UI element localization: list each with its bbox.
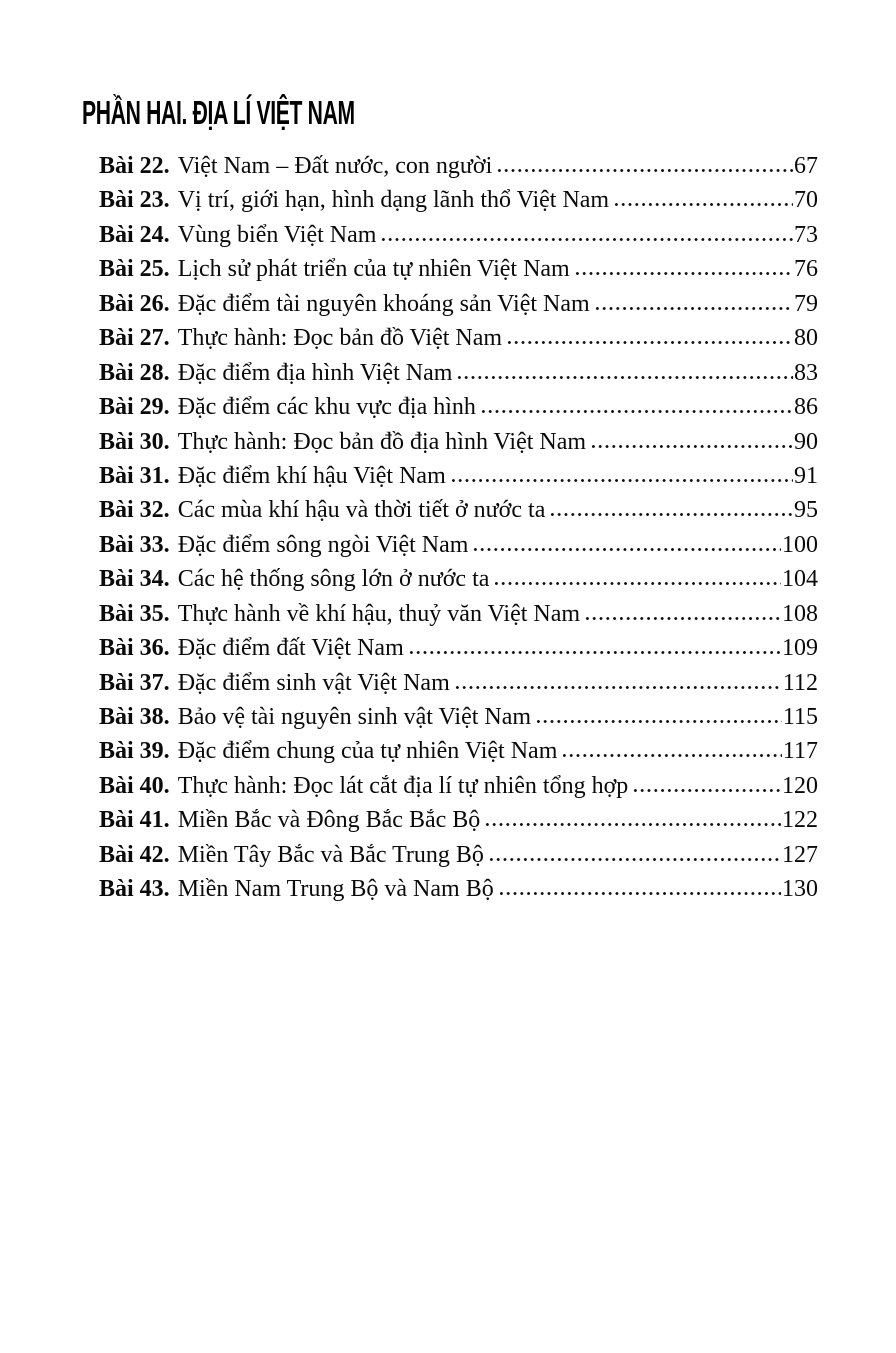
dot-leader	[590, 444, 793, 449]
dot-leader	[380, 237, 793, 242]
entry-title: Các hệ thống sông lớn ở nước ta	[177, 566, 490, 593]
entry-label: Bài 32.	[99, 497, 170, 524]
toc-entry	[99, 390, 818, 424]
toc-entry	[99, 183, 818, 217]
entry-title: Các mùa khí hậu và thời tiết ở nước ta	[177, 497, 546, 524]
entry-label: Bài 29.	[99, 394, 170, 421]
entry-page-number: 76	[794, 256, 818, 283]
entry-page-number: 115	[782, 704, 818, 730]
entry-page-number: 73	[794, 221, 818, 248]
dot-leader	[480, 409, 793, 414]
entry-page-number: 100	[782, 531, 818, 558]
entry-label: Bài 27.	[99, 325, 170, 352]
dot-leader	[613, 202, 793, 207]
entry-title: Việt Nam – Đất nước, con người	[177, 153, 493, 179]
dot-leader	[493, 581, 781, 586]
entry-label: Bài 31.	[99, 462, 170, 489]
entry-page-number: 112	[782, 669, 818, 696]
dot-leader	[484, 822, 781, 827]
toc-entry	[99, 700, 818, 734]
entry-page-number: 86	[794, 394, 818, 421]
entry-title: Miền Tây Bắc và Bắc Trung Bộ	[177, 841, 484, 868]
entry-label: Bài 36.	[99, 635, 170, 662]
dot-leader	[408, 650, 781, 655]
entry-title: Đặc điểm các khu vực địa hình	[177, 394, 476, 421]
dot-leader	[456, 375, 793, 380]
entry-title: Thực hành: Đọc bản đồ địa hình Việt Nam	[177, 428, 587, 455]
entry-label: Bài 43.	[99, 876, 170, 903]
entry-title: Thực hành: Đọc bản đồ Việt Nam	[177, 325, 503, 352]
entry-label: Bài 39.	[99, 738, 170, 765]
entry-label: Bài 30.	[99, 428, 170, 455]
toc-entry	[99, 425, 818, 459]
entry-title: Đặc điểm đất Việt Nam	[177, 635, 404, 662]
toc-entry	[99, 631, 818, 665]
dot-leader	[506, 340, 793, 345]
entry-label: Bài 40.	[99, 772, 170, 799]
entry-title: Đặc điểm sinh vật Việt Nam	[177, 669, 450, 696]
toc-entry	[99, 528, 818, 562]
toc-entry	[99, 356, 818, 390]
entry-page-number: 108	[782, 600, 818, 627]
entry-label: Bài 35.	[99, 600, 170, 627]
entry-title: Thực hành về khí hậu, thuỷ văn Việt Nam	[177, 600, 581, 627]
toc-entry-list	[99, 149, 818, 907]
entry-title: Bảo vệ tài nguyên sinh vật Việt Nam	[177, 704, 532, 730]
entry-page-number: 90	[794, 428, 818, 455]
toc-entry	[99, 321, 818, 355]
entry-title: Thực hành: Đọc lát cắt địa lí tự nhiên tổng hợp	[177, 772, 629, 799]
entry-page-number: 120	[782, 772, 818, 799]
entry-label: Bài 42.	[99, 841, 170, 868]
entry-page-number: 95	[794, 497, 818, 524]
dot-leader	[594, 306, 793, 311]
entry-page-number: 122	[782, 807, 818, 834]
entry-title: Đặc điểm khí hậu Việt Nam	[177, 462, 446, 489]
toc-entry	[99, 493, 818, 527]
dot-leader	[632, 788, 781, 793]
dot-leader	[450, 478, 793, 483]
entry-page-number: 70	[794, 187, 818, 214]
dot-leader	[472, 547, 781, 552]
entry-title: Miền Nam Trung Bộ và Nam Bộ	[177, 876, 494, 903]
toc-entry	[99, 287, 818, 321]
toc-entry	[99, 597, 818, 631]
section-heading: PHẦN HAI. ĐỊA LÍ VIỆT NAM	[82, 94, 355, 131]
entry-title: Đặc điểm địa hình Việt Nam	[177, 359, 453, 386]
entry-title: Vị trí, giới hạn, hình dạng lãnh thổ Việt Nam	[177, 187, 610, 214]
toc-entry	[99, 803, 818, 837]
entry-page-number: 130	[782, 876, 818, 903]
entry-label: Bài 37.	[99, 669, 170, 696]
entry-label: Bài 24.	[99, 221, 170, 248]
entry-label: Bài 22.	[99, 153, 170, 179]
dot-leader	[549, 512, 793, 517]
toc-entry	[99, 769, 818, 803]
entry-label: Bài 33.	[99, 531, 170, 558]
dot-leader	[561, 753, 782, 758]
dot-leader	[535, 719, 782, 724]
toc-entry	[99, 872, 818, 906]
dot-leader	[498, 891, 781, 896]
entry-label: Bài 41.	[99, 807, 170, 834]
entry-page-number: 91	[794, 462, 818, 489]
entry-label: Bài 25.	[99, 256, 170, 283]
entry-page-number: 104	[782, 566, 818, 593]
entry-label: Bài 34.	[99, 566, 170, 593]
entry-page-number: 83	[794, 359, 818, 386]
entry-page-number: 117	[782, 738, 818, 765]
entry-page-number: 127	[782, 841, 818, 868]
dot-leader	[496, 168, 793, 173]
entry-title: Lịch sử phát triển của tự nhiên Việt Nam	[177, 256, 570, 283]
entry-title: Đặc điểm tài nguyên khoáng sản Việt Nam	[177, 290, 590, 317]
entry-label: Bài 26.	[99, 290, 170, 317]
entry-page-number: 79	[794, 290, 818, 317]
toc-entry	[99, 218, 818, 252]
entry-title: Vùng biển Việt Nam	[177, 221, 377, 248]
dot-leader	[584, 616, 781, 621]
dot-leader	[574, 271, 793, 276]
toc-entry	[99, 666, 818, 700]
toc-entry	[99, 459, 818, 493]
entry-page-number: 67	[794, 153, 818, 179]
entry-title: Đặc điểm sông ngòi Việt Nam	[177, 531, 469, 558]
entry-title: Miền Bắc và Đông Bắc Bắc Bộ	[177, 807, 481, 834]
toc-entry	[99, 734, 818, 768]
entry-label: Bài 23.	[99, 187, 170, 214]
entry-title: Đặc điểm chung của tự nhiên Việt Nam	[177, 738, 558, 765]
toc-entry	[99, 562, 818, 596]
toc-entry	[99, 149, 818, 183]
dot-leader	[454, 685, 782, 690]
entry-page-number: 80	[794, 325, 818, 352]
entry-label: Bài 28.	[99, 359, 170, 386]
toc-entry	[99, 838, 818, 872]
entry-label: Bài 38.	[99, 704, 170, 730]
entry-page-number: 109	[782, 635, 818, 662]
dot-leader	[488, 857, 781, 862]
toc-entry	[99, 252, 818, 286]
